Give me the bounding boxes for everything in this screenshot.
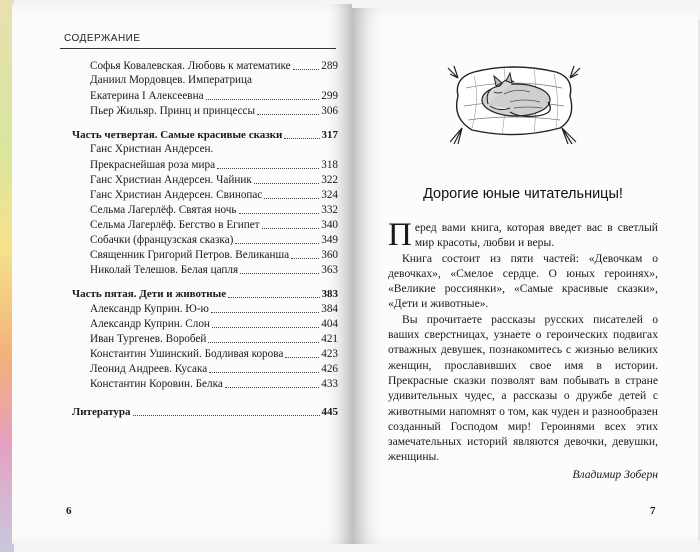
toc-spacer (72, 277, 338, 286)
running-header: СОДЕРЖАНИЕ (64, 33, 141, 44)
toc-entry-page: 360 (321, 249, 338, 261)
toc-leader-dots (240, 273, 319, 274)
toc-leader-dots (285, 357, 319, 358)
toc-entry-page: 324 (321, 189, 338, 201)
toc-leader-dots (284, 138, 319, 139)
toc-entry-page: 318 (321, 159, 338, 171)
sleeping-cat-on-pillow-icon (444, 48, 584, 163)
toc-leader-dots (217, 168, 319, 169)
toc-spacer (72, 391, 338, 404)
toc-entry-page: 383 (321, 288, 338, 300)
toc-leader-dots (235, 243, 319, 244)
toc-entry-page: 299 (321, 90, 338, 102)
toc-entry (72, 361, 338, 376)
toc-entry-page: 404 (321, 318, 338, 330)
toc-entry (72, 172, 338, 187)
toc-entry (72, 316, 338, 331)
toc-entry-title: Иван Тургенев. Воробей (90, 333, 207, 345)
toc-entry-title: Сельма Лагерлёф. Бегство в Египет (90, 219, 260, 231)
toc-entry-title: Часть пятая. Дети и животные (72, 288, 227, 300)
toc-entry-page: 349 (321, 234, 338, 246)
toc-entry (72, 202, 338, 217)
toc-entry-title: Собачки (французская сказка) (90, 234, 234, 246)
toc-leader-dots (293, 69, 320, 70)
toc-entry (72, 262, 338, 277)
page-heading: Дорогие юные читательницы! (423, 186, 623, 202)
toc-entry-title: Священник Григорий Петров. Великанша (90, 249, 290, 261)
toc-entry-line: Даниил Мордовцев. Императрица (90, 74, 252, 86)
toc-leader-dots (211, 312, 319, 313)
toc-entry-title: Пьер Жильяр. Принц и принцессы (90, 105, 256, 117)
toc-part-heading (72, 286, 338, 301)
toc-entry-title: Константин Ушинский. Бодливая корова (90, 348, 284, 360)
toc-entry-page: 421 (321, 333, 338, 345)
toc-entry (72, 103, 338, 118)
page-number-left: 6 (66, 505, 72, 517)
page-number-right: 7 (650, 505, 656, 517)
toc-spacer (72, 118, 338, 127)
toc-entry-title: Николай Телешов. Белая цапля (90, 264, 239, 276)
toc-entry (72, 232, 338, 247)
toc-entry-page: 433 (321, 378, 338, 390)
toc-entry-page: 426 (321, 363, 338, 375)
drop-cap: П (388, 217, 412, 253)
toc-leader-dots (133, 415, 320, 416)
toc-entry-title: Ганс Христиан Андерсен. Чайник (90, 174, 252, 186)
toc-entry-page: 363 (321, 264, 338, 276)
toc-entry (72, 376, 338, 391)
toc-part-heading (72, 404, 338, 419)
toc-entry-title: Александр Куприн. Ю-ю (90, 303, 209, 315)
header-divider (60, 48, 336, 49)
toc-entry-page: 332 (321, 204, 338, 216)
toc-entry-page: 340 (321, 219, 338, 231)
toc-entry (72, 157, 338, 172)
toc-entry-page: 322 (321, 174, 338, 186)
toc-entry-line: Ганс Христиан Андерсен. (90, 143, 214, 155)
toc-leader-dots (254, 183, 319, 184)
toc-entry (72, 187, 338, 202)
toc-entry-title: Ганс Христиан Андерсен. Свинопас (90, 189, 263, 201)
toc-leader-dots (291, 258, 319, 259)
toc-entry-title: Константин Коровин. Белка (90, 378, 223, 390)
toc-entry-page: 317 (321, 129, 338, 141)
table-of-contents (72, 58, 338, 419)
toc-entry-page: 306 (321, 105, 338, 117)
toc-entry-title: Литература (72, 406, 131, 418)
preface-text (388, 217, 658, 465)
toc-entry (72, 58, 338, 73)
toc-entry-title: Часть четвертая. Самые красивые сказки (72, 129, 283, 141)
toc-leader-dots (208, 342, 319, 343)
toc-leader-dots (264, 198, 319, 199)
toc-entry-page: 423 (321, 348, 338, 360)
toc-entry (72, 301, 338, 316)
toc-leader-dots (239, 213, 320, 214)
toc-leader-dots (225, 387, 319, 388)
toc-leader-dots (257, 114, 319, 115)
preface-paragraph-3: Вы прочитаете рассказы русских писателей о ваших сверстницах, узнаете о героических подвигах отважных девушек, познакомитесь с жизнью великих женщин, прославивших свое имя в истории. Прекрасные сказки позволят вам побывать в стране удивительных чудес, а рассказы о дружбе детей с животными напомнят о том, как чуден и разнообразен созданный Господом мир! Героинями всех этих замечательных историй являются девочки, девушки, женщины. (388, 312, 658, 464)
toc-entry-page: 445 (321, 406, 338, 418)
toc-entry-title: Сельма Лагерлёф. Святая ночь (90, 204, 237, 216)
toc-entry (72, 346, 338, 361)
toc-entry-title: Прекраснейшая роза мира (90, 159, 216, 171)
toc-entry-title: Екатерина I Алексеевна (90, 90, 204, 102)
preface-paragraph-1: Перед вами книга, которая введет вас в светлый мир красоты, любви и веры. (388, 217, 658, 253)
toc-entry-title: Софья Ковалевская. Любовь к математике (90, 60, 291, 72)
toc-leader-dots (209, 372, 319, 373)
toc-entry-page: 289 (321, 60, 338, 72)
preface-paragraph-2: Книга состоит из пяти частей: «Девочкам о девочках», «Смелое сердце. О юных героинях», «Великие россиянки», «Самые красивые сказки», «Дети и животные». (388, 251, 658, 311)
toc-leader-dots (212, 327, 319, 328)
toc-entry (72, 88, 338, 103)
toc-entry (72, 217, 338, 232)
toc-leader-dots (206, 99, 320, 100)
toc-entry-page: 384 (321, 303, 338, 315)
author-signature: Владимир Зоберн (572, 468, 658, 481)
toc-entry (72, 331, 338, 346)
toc-entry (72, 247, 338, 262)
toc-entry-title: Александр Куприн. Слон (90, 318, 210, 330)
toc-entry-title: Леонид Андреев. Кусака (90, 363, 208, 375)
toc-leader-dots (262, 228, 320, 229)
toc-leader-dots (228, 297, 319, 298)
toc-part-heading (72, 127, 338, 142)
